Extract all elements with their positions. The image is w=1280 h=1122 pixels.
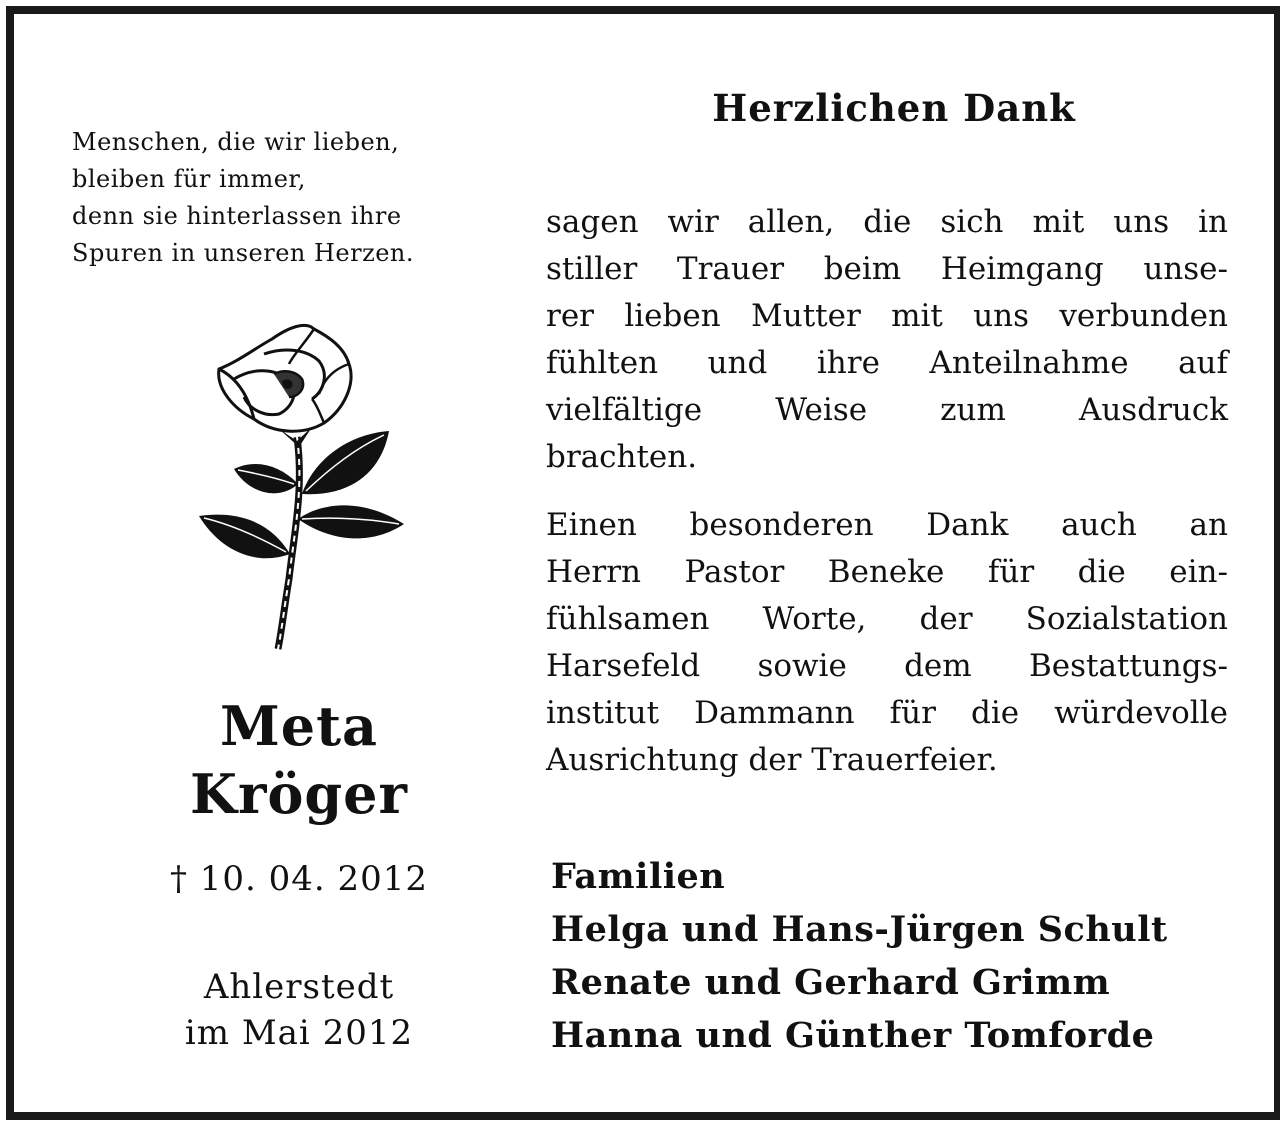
quote-line: Spuren in unseren Herzen. [72, 239, 415, 267]
notice-frame [6, 6, 1280, 1120]
text-line: Harsefeld sowie dem Bestattungs- [546, 648, 1228, 684]
quote-line: bleiben für immer, [72, 165, 306, 193]
thanks-paragraph-1 [546, 199, 1228, 481]
memorial-quote [72, 124, 502, 272]
text-line: brachten. [546, 439, 698, 475]
month-year: im Mai 2012 [184, 1013, 414, 1053]
family-signatures [551, 850, 1251, 1062]
text-line: fühlsamen Worte, der Sozialstation [546, 601, 1228, 637]
rose-icon [194, 319, 414, 654]
deceased-last-name: Kröger [190, 762, 408, 826]
text-line: Ausrichtung der Trauerfeier. [546, 742, 998, 778]
thanks-paragraph-2 [546, 502, 1228, 784]
quote-line: denn sie hinterlassen ihre [72, 202, 402, 230]
text-line: vielfältige Weise zum Ausdruck [546, 392, 1228, 428]
text-line: fühlten und ihre Anteilnahme auf [546, 345, 1228, 381]
text-line: rer lieben Mutter mit uns verbunden [546, 298, 1228, 334]
text-line: Herrn Pastor Beneke für die ein- [546, 554, 1228, 590]
place-name: Ahlerstedt [203, 967, 395, 1007]
text-line: sagen wir allen, die sich mit uns in [546, 204, 1228, 240]
families-label: Familien [551, 856, 726, 897]
text-line: stiller Trauer beim Heimgang unse- [546, 251, 1228, 287]
notice-heading: Herzlichen Dank [712, 86, 1076, 130]
deceased-first-name: Meta [219, 694, 379, 758]
text-line: institut Dammann für die würdevolle [546, 695, 1228, 731]
family-name: Hanna und Günther Tomforde [551, 1015, 1155, 1056]
quote-line: Menschen, die wir lieben, [72, 128, 400, 156]
family-name: Helga und Hans-Jürgen Schult [551, 909, 1168, 950]
text-line: Einen besonderen Dank auch an [546, 507, 1228, 543]
death-date: † 10. 04. 2012 [169, 859, 429, 899]
deceased-name [114, 692, 484, 828]
family-name: Renate und Gerhard Grimm [551, 962, 1111, 1003]
place-and-date [114, 964, 484, 1056]
